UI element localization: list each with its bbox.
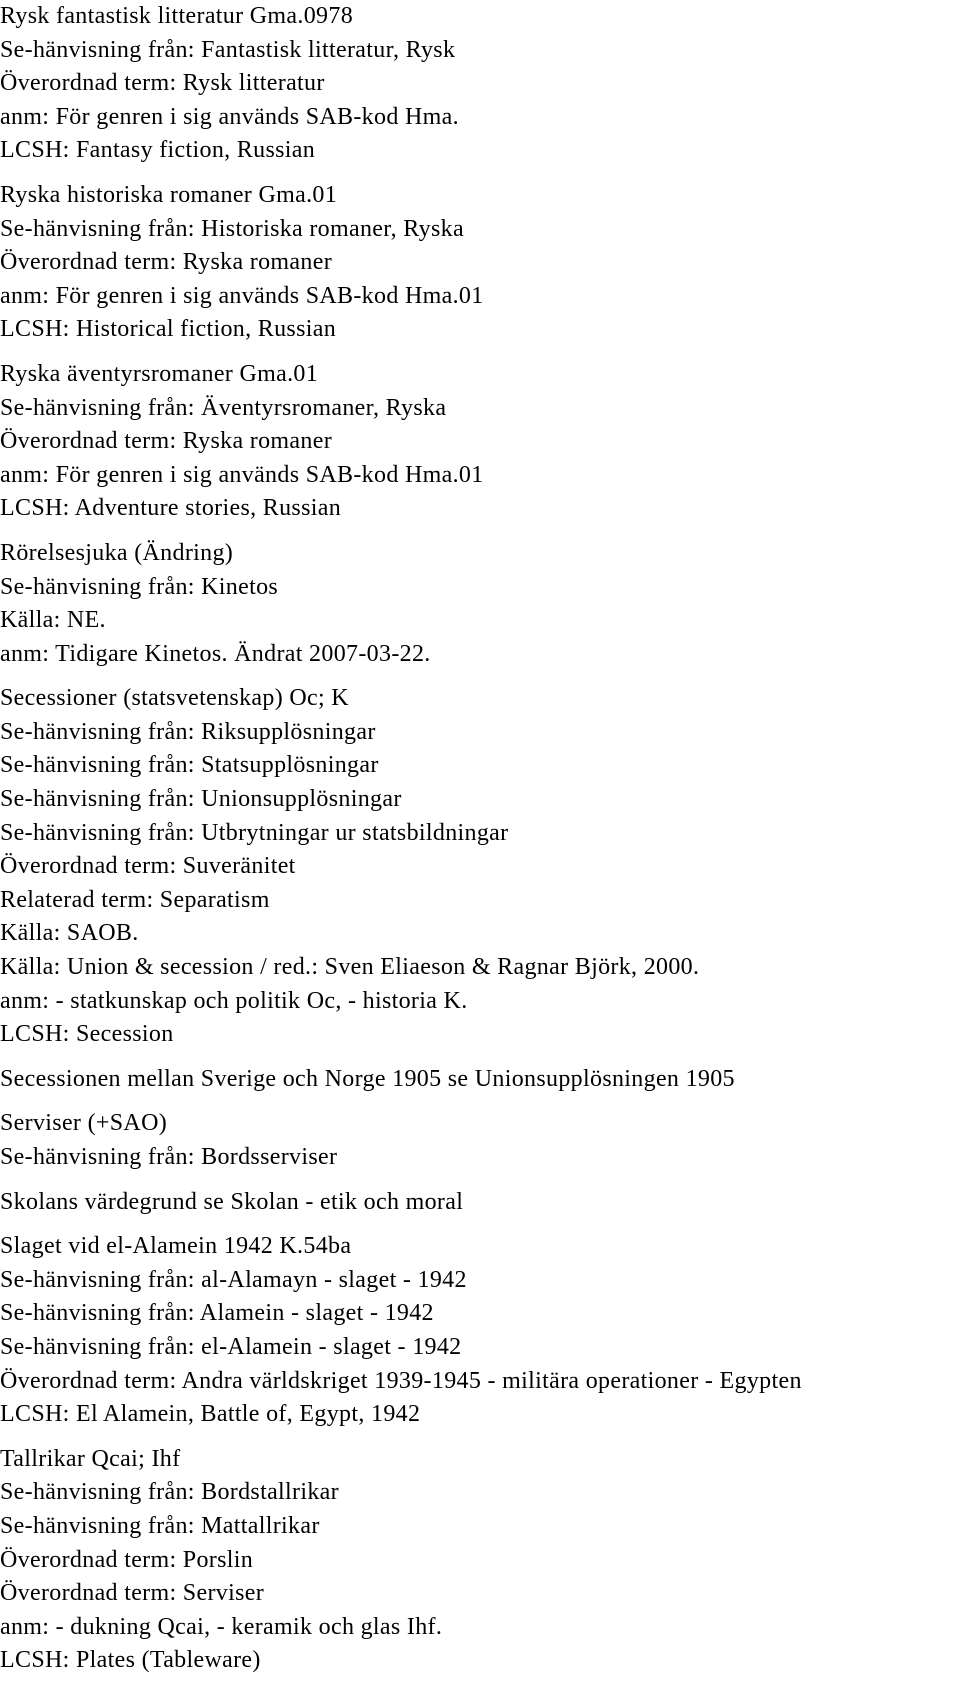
entry-line: Källa: SAOB. xyxy=(0,920,139,947)
entry-heading: Tallrikar Qcai; Ihf xyxy=(0,1445,181,1472)
entry-line: Överordnad term: Andra världskriget 1939-1945 - militära operationer - Egypten xyxy=(0,1367,802,1394)
entry-line: Se-hänvisning från: el-Alamein - slaget - 1942 xyxy=(0,1333,462,1360)
entry-line: Se-hänvisning från: Alamein - slaget - 1942 xyxy=(0,1300,434,1327)
entry-line: LCSH: Secession xyxy=(0,1021,174,1048)
entry-line: Överordnad term: Ryska romaner xyxy=(0,428,333,455)
entry-line: Se-hänvisning från: Utbrytningar ur statsbildningar xyxy=(0,819,509,846)
entry-line: Se-hänvisning från: Kinetos xyxy=(0,573,279,600)
entry-heading: Slaget vid el-Alamein 1942 K.54ba xyxy=(0,1233,352,1260)
entry-line: LCSH: Plates (Tableware) xyxy=(0,1647,261,1674)
entry-heading: Rysk fantastisk litteratur Gma.0978 xyxy=(0,3,354,29)
authority-entry xyxy=(0,1230,960,1432)
authority-entry xyxy=(0,1186,960,1220)
authority-entry xyxy=(0,1443,960,1678)
entry-line: Källa: Union & secession / red.: Sven Eliaeson & Ragnar Björk, 2000. xyxy=(0,954,700,981)
entry-line: LCSH: Fantasy fiction, Russian xyxy=(0,137,316,164)
entry-line: Se-hänvisning från: Fantastisk litteratur, Rysk xyxy=(0,36,456,63)
entry-line: Se-hänvisning från: Statsupplösningar xyxy=(0,752,379,779)
entry-line: Överordnad term: Serviser xyxy=(0,1580,265,1607)
entry-line: Se-hänvisning från: Historiska romaner, Ryska xyxy=(0,215,464,242)
entry-line: Källa: NE. xyxy=(0,607,106,634)
entry-line: Överordnad term: Porslin xyxy=(0,1546,254,1573)
entry-line: Se-hänvisning från: Mattallrikar xyxy=(0,1512,320,1539)
entry-line: LCSH: El Alamein, Battle of, Egypt, 1942 xyxy=(0,1401,421,1428)
entry-heading: Rörelsesjuka (Ändring) xyxy=(0,539,234,566)
entry-line: anm: - statkunskap och politik Oc, - historia K. xyxy=(0,987,468,1014)
authority-entry xyxy=(0,179,960,347)
entry-heading: Ryska historiska romaner Gma.01 xyxy=(0,181,338,208)
authority-entry xyxy=(0,1107,960,1174)
entry-heading: Serviser (+SAO) xyxy=(0,1110,168,1137)
entry-line: anm: Tidigare Kinetos. Ändrat 2007-03-22. xyxy=(0,640,431,667)
entry-heading: Secessioner (statsvetenskap) Oc; K xyxy=(0,685,349,712)
authority-entry xyxy=(0,358,960,526)
entry-line: Överordnad term: Ryska romaner xyxy=(0,249,333,276)
entry-heading: Skolans värdegrund se Skolan - etik och moral xyxy=(0,1188,464,1215)
entry-heading: Secessionen mellan Sverige och Norge 1905 se Unionsupplösningen 1905 xyxy=(0,1065,735,1092)
entry-line: Se-hänvisning från: Bordsserviser xyxy=(0,1144,338,1170)
entry-line: anm: - dukning Qcai, - keramik och glas Ihf. xyxy=(0,1613,443,1640)
entry-line: Se-hänvisning från: Riksupplösningar xyxy=(0,718,376,745)
entry-line: Se-hänvisning från: Bordstallrikar xyxy=(0,1479,339,1506)
entry-line: Se-hänvisning från: Äventyrsromaner, Ryska xyxy=(0,394,447,421)
entry-line: Se-hänvisning från: Unionsupplösningar xyxy=(0,786,402,813)
entry-line: Relaterad term: Separatism xyxy=(0,886,270,913)
entry-line: LCSH: Adventure stories, Russian xyxy=(0,495,342,522)
authority-entry xyxy=(0,537,960,671)
entry-line: LCSH: Historical fiction, Russian xyxy=(0,316,337,343)
entry-line: anm: För genren i sig används SAB-kod Hma.01 xyxy=(0,461,484,488)
authority-entry xyxy=(0,682,960,1052)
entry-line: anm: För genren i sig används SAB-kod Hma. xyxy=(0,103,459,130)
entry-heading: Ryska äventyrsromaner Gma.01 xyxy=(0,360,319,387)
entry-line: Överordnad term: Rysk litteratur xyxy=(0,70,325,97)
entry-line: anm: För genren i sig används SAB-kod Hma.01 xyxy=(0,282,484,309)
authority-entry xyxy=(0,0,960,168)
entry-line: Överordnad term: Suveränitet xyxy=(0,853,296,880)
authority-entry xyxy=(0,1063,960,1097)
entry-line: Se-hänvisning från: al-Alamayn - slaget - 1942 xyxy=(0,1266,467,1293)
